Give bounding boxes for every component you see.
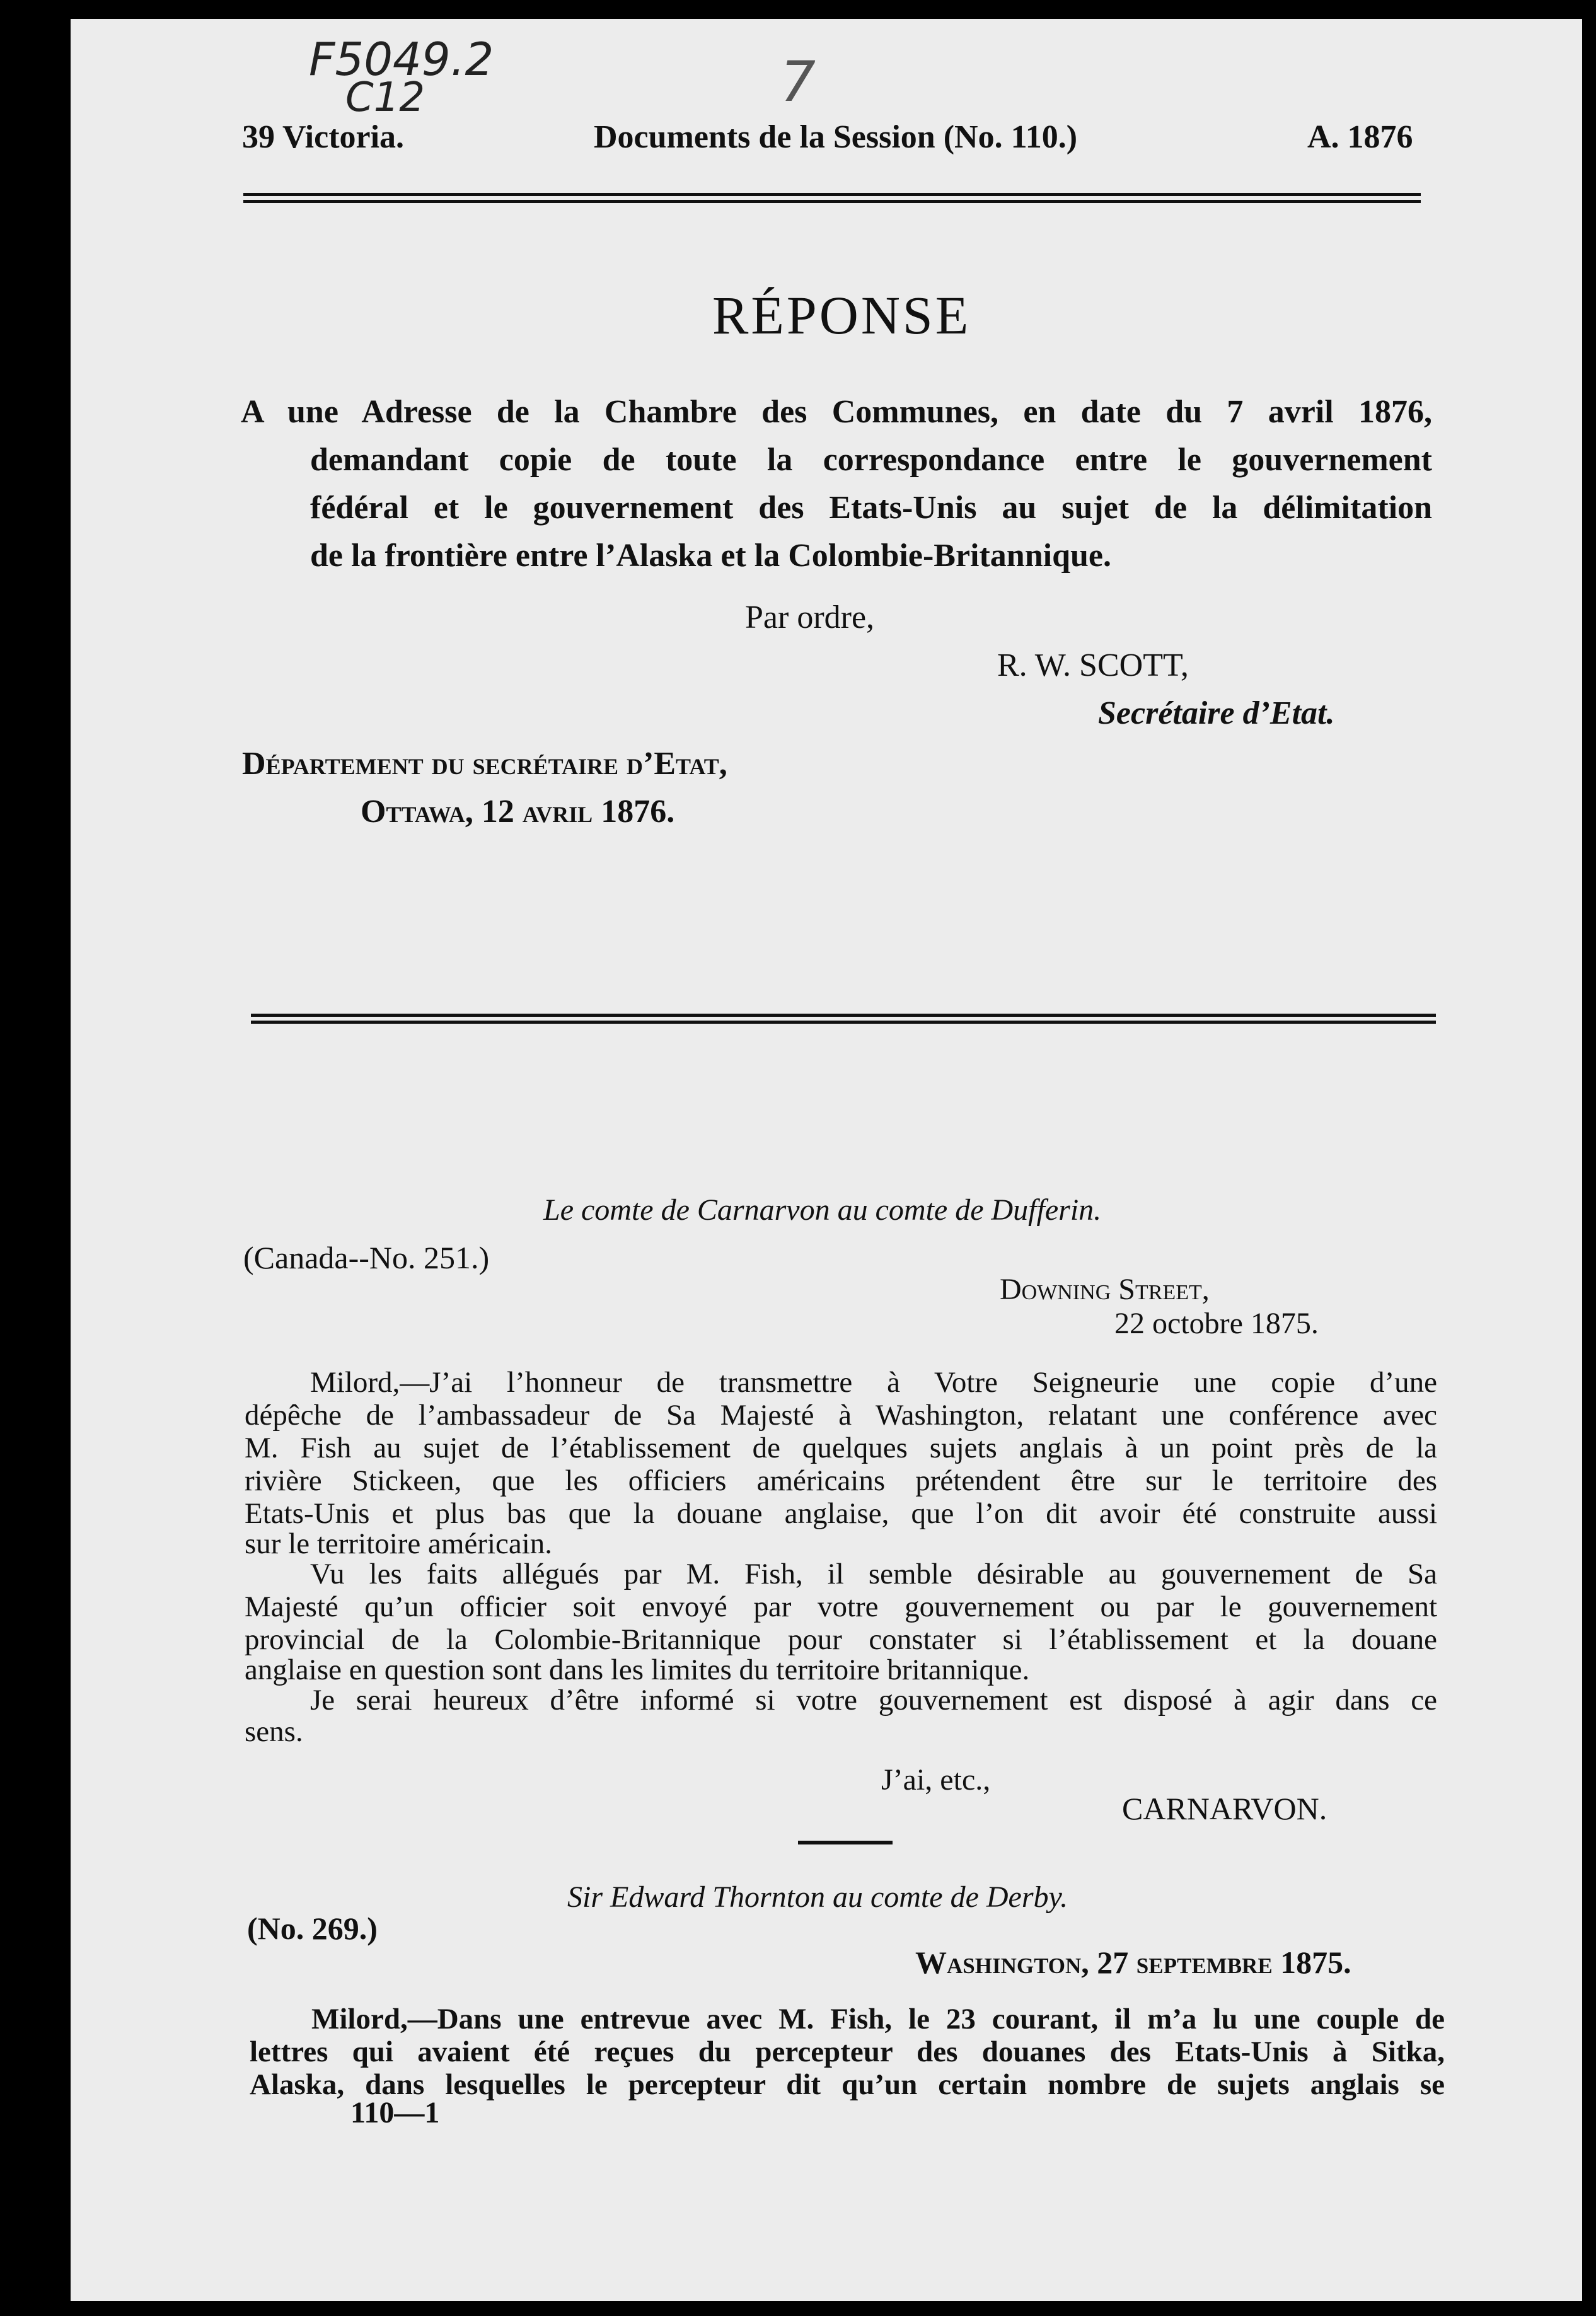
letter1-place: Downing Street, xyxy=(1000,1273,1210,1306)
par-ordre: Par ordre, xyxy=(745,599,875,635)
letter1-line-11 xyxy=(310,1683,1437,1717)
letter1-line-10: anglaise en question sont dans les limites du territoire britannique. xyxy=(245,1653,1030,1686)
letter2-line-1 xyxy=(311,2002,1445,2036)
pencil-mark: 7 xyxy=(780,49,816,114)
letter1-text-2: dépêche de l’ambassadeur de Sa Majesté à Washington, relatant une conférence avec xyxy=(245,1399,1437,1432)
letter1-text-5: Etats-Unis et plus bas que la douane anglaise, que l’on dit avoir été construite aussi xyxy=(245,1497,1437,1530)
letter1-line-9 xyxy=(245,1623,1437,1657)
letter2-text-3: Alaska, dans lesquelles le percepteur dit qu’un certain nombre de sujets anglais se xyxy=(250,2068,1445,2101)
letter1-text-4: rivière Stickeen, que les officiers américains prétendent être sur le territoire des xyxy=(245,1464,1437,1497)
letter2-text-1: Milord,—Dans une entrevue avec M. Fish, le 23 courant, il m’a lu une couple de xyxy=(311,2003,1445,2035)
letter1-text-9: provincial de la Colombie-Britannique pour constater si l’établissement et la douane xyxy=(245,1623,1437,1656)
address-line-4: de la frontière entre l’Alaska et la Colombie-Britannique. xyxy=(310,538,1112,574)
signature-mark: 110—1 xyxy=(350,2096,440,2129)
letter2-heading: Sir Edward Thornton au comte de Derby. xyxy=(567,1880,1068,1914)
catalog-note-2: C12 xyxy=(345,74,425,121)
address-line-1 xyxy=(241,393,1432,431)
section-rule xyxy=(251,1014,1436,1024)
letter1-line-5 xyxy=(245,1497,1437,1531)
letter1-line-8 xyxy=(245,1590,1437,1624)
address-text-1: A une Adresse de la Chambre des Communes, en date du 7 avril 1876, xyxy=(241,394,1432,430)
signer-title: Secrétaire d’Etat. xyxy=(1098,695,1335,731)
letter1-line-1 xyxy=(310,1365,1437,1399)
letter1-text-1: Milord,—J’ai l’honneur de transmettre à Votre Seigneurie une copie d’une xyxy=(310,1366,1437,1399)
letter2-ref: (No. 269.) xyxy=(247,1911,378,1946)
letter1-line-2 xyxy=(245,1398,1437,1432)
letter1-line-6: sur le territoire américain. xyxy=(245,1527,553,1560)
department: Département du secrétaire d’Etat, xyxy=(242,746,727,782)
letter1-line-7 xyxy=(310,1557,1437,1591)
address-text-3: fédéral et le gouvernement des Etats-Unis au sujet de la délimitation xyxy=(310,490,1432,526)
header-left: 39 Victoria. xyxy=(242,119,405,155)
letter1-text-3: M. Fish au sujet de l’établissement de quelques sujets anglais à un point près de la xyxy=(245,1432,1437,1464)
letter1-text-8: Majesté qu’un officier soit envoyé par votre gouvernement ou par le gouvernement xyxy=(245,1590,1437,1623)
letter1-heading: Le comte de Carnarvon au comte de Dufferin. xyxy=(543,1193,1102,1227)
letter2-line-2 xyxy=(250,2035,1445,2069)
letter1-signature: CARNARVON. xyxy=(1122,1791,1327,1826)
signer-name: R. W. SCOTT, xyxy=(997,647,1189,683)
letter1-line-3 xyxy=(245,1431,1437,1465)
letter1-closing: J’ai, etc., xyxy=(881,1763,991,1797)
header-rule xyxy=(243,193,1421,203)
address-text-2: demandant copie de toute la correspondance entre le gouvernement xyxy=(310,442,1432,478)
document-page xyxy=(71,19,1582,2301)
header-right: A. 1876 xyxy=(1307,119,1413,155)
reponse-title: RÉPONSE xyxy=(712,285,971,345)
separator-rule xyxy=(798,1841,893,1844)
letter1-text-7: Vu les faits allégués par M. Fish, il semble désirable au gouvernement de Sa xyxy=(310,1558,1437,1590)
letter2-place-date: Washington, 27 septembre 1875. xyxy=(915,1945,1351,1980)
header-center: Documents de la Session (No. 110.) xyxy=(594,119,1078,155)
letter1-line-4 xyxy=(245,1464,1437,1498)
place-date: Ottawa, 12 avril 1876. xyxy=(361,794,675,830)
address-line-2 xyxy=(310,441,1432,478)
catalog-note-1: F5049.2 xyxy=(309,33,494,86)
letter1-date: 22 octobre 1875. xyxy=(1114,1307,1319,1340)
letter1-ref: (Canada--No. 251.) xyxy=(243,1240,490,1275)
letter2-text-2: lettres qui avaient été reçues du percepteur des douanes des Etats-Unis à Sitka, xyxy=(250,2035,1445,2068)
letter1-text-11: Je serai heureux d’être informé si votre gouvernement est disposé à agir dans ce xyxy=(310,1684,1437,1717)
letter1-line-12: sens. xyxy=(245,1715,303,1748)
address-line-3 xyxy=(310,489,1432,526)
